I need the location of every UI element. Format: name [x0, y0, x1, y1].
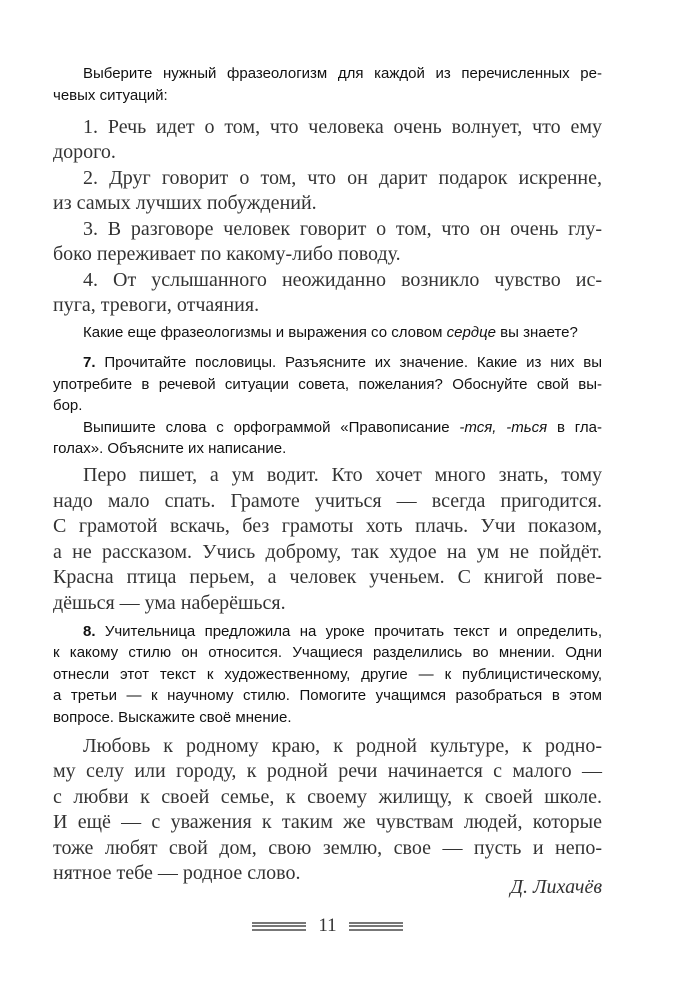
- text-line: чевых ситуаций:: [53, 86, 168, 104]
- text-line: отнесли этот текст к художественному, другие — к публицистическому,: [53, 665, 602, 683]
- text-line: 1. Речь идет о том, что человека очень волнует, что ему: [83, 115, 602, 138]
- task-7-subtask: [53, 417, 602, 460]
- emphasis-text: сердце: [446, 324, 497, 341]
- text-line: Перо пишет, а ум водит. Кто хочет много знать, тому: [83, 464, 602, 486]
- text-line: 2. Друг говорит о том, что он дарит подарок искренне,: [83, 166, 602, 189]
- text-segment: Выпишите слова с орфограммой «Правописание: [83, 418, 460, 436]
- text-line: надо мало спать. Грамоте учиться — всегда пригодится.: [53, 489, 602, 512]
- decorative-rule-left: [252, 922, 306, 931]
- text-line: дёшься — ума наберёшься.: [53, 591, 286, 614]
- text-line: [53, 352, 602, 374]
- text-segment: Учительница предложила на уроке прочитать текст и определить,: [95, 622, 602, 640]
- text-line: И ещё — с уважения к таким же чувствам людей, которые: [53, 811, 602, 833]
- text-segment: Прочитайте пословицы. Разъясните их значение. Какие из них вы: [95, 354, 602, 371]
- text-line: 4. От услышанного неожиданно возникло чувство ис-: [83, 268, 602, 291]
- task-question: [53, 322, 602, 344]
- text-line: Любовь к родному краю, к родной культуре, к родно-: [83, 734, 602, 757]
- text-line: Красна птица перьем, а человек ученьем. С книгой пове-: [53, 566, 602, 588]
- text-line: тоже любят свой дом, свою землю, свое — пусть и непо-: [53, 836, 602, 859]
- page-footer: [252, 915, 403, 937]
- text-line: с любви к своей семье, к своему жилищу, к своей школе.: [53, 785, 602, 808]
- task-number: 7.: [83, 354, 96, 371]
- text-line: к какому стилю он относится. Учащиеся разделились во мнении. Одни: [53, 644, 602, 661]
- text-line: употребите в речевой ситуации совета, пожелания? Обоснуйте свой вы-: [53, 375, 602, 393]
- text-line: боко переживает по какому-либо поводу.: [53, 243, 401, 265]
- decorative-rule-right: [349, 922, 403, 931]
- text-line: 3. В разговоре человек говорит о том, что он очень глу-: [83, 217, 602, 240]
- text-line: [53, 417, 602, 439]
- emphasis-text: -тся, -ться: [459, 418, 548, 436]
- task-number: 8.: [83, 622, 96, 640]
- text-line: С грамотой вскачь, без грамоты хоть плачь. Учи показом,: [53, 515, 602, 537]
- situations-list: [53, 115, 602, 319]
- text-line: бор.: [53, 397, 83, 414]
- text-line: а не рассказом. Учись доброму, так худое на ум не пойдёт.: [53, 540, 602, 563]
- text-line: [53, 322, 602, 344]
- proverbs-text: [53, 463, 602, 616]
- page-number: 11: [318, 915, 337, 936]
- text-segment: в гла-: [547, 418, 602, 436]
- text-line: дорого.: [53, 141, 116, 163]
- text-line: Выберите нужный фразеологизм для каждой из перечисленных ре-: [83, 65, 602, 82]
- task-instruction: [53, 63, 602, 106]
- text-line: а третьи — к научному стилю. Помогите учащимся разобраться в этом: [53, 687, 602, 704]
- task-7: [53, 352, 602, 417]
- text-segment: Какие еще фразеологизмы и выражения со словом: [83, 324, 447, 341]
- task-8: [53, 621, 602, 729]
- text-line: [53, 621, 602, 643]
- page-body: [53, 63, 602, 887]
- text-line: му селу или городу, к родной речи начинается с малого —: [53, 760, 602, 782]
- author-signature: Д. Лихачёв: [510, 876, 602, 898]
- likhachev-quote: [53, 734, 602, 887]
- text-line: пуга, тревоги, отчаяния.: [53, 294, 260, 316]
- text-line: голах». Объясните их написание.: [53, 440, 287, 457]
- text-line: нятное тебе — родное слово.: [53, 862, 301, 884]
- text-line: из самых лучших побуждений.: [53, 192, 317, 214]
- text-line: вопросе. Выскажите своё мнение.: [53, 708, 292, 726]
- text-segment: вы знаете?: [496, 324, 578, 341]
